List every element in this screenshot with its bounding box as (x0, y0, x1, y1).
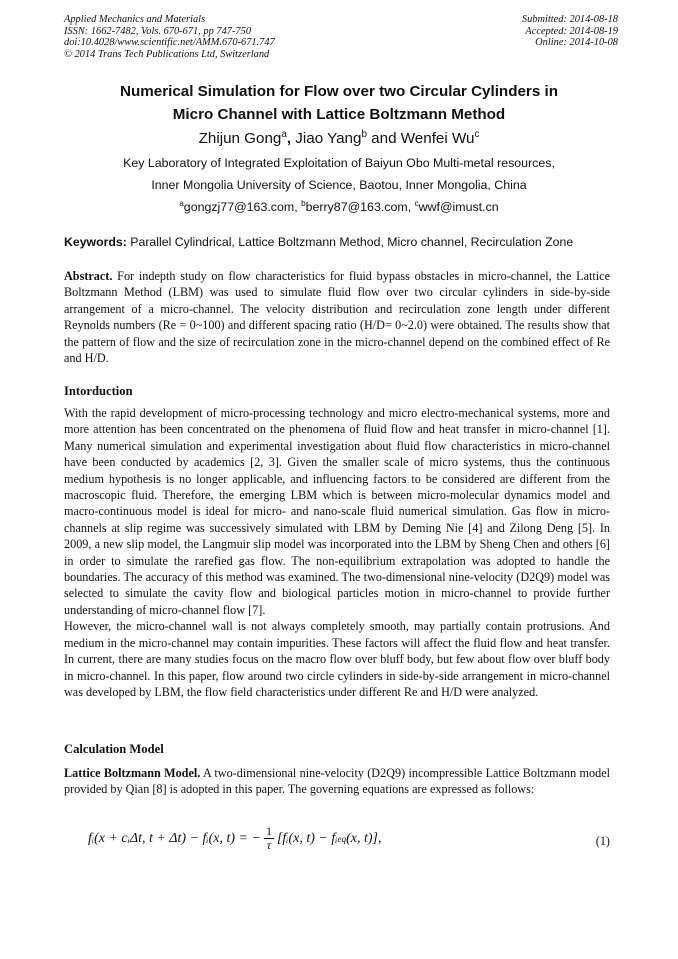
author-sep-2: and (366, 130, 401, 147)
fraction-denominator: τ (266, 838, 272, 852)
abstract (64, 268, 610, 366)
journal-info (64, 14, 275, 60)
email-c: wwf@imust.cn (418, 200, 499, 214)
calculation-heading: Calculation Model (64, 742, 164, 756)
keywords-label: Keywords: (64, 235, 127, 249)
equation-lhs: fᵢ(x + cᵢΔt, t + Δt) − fᵢ(x, t) = − (88, 830, 261, 846)
author-sep-1: , (286, 130, 296, 147)
keywords (64, 234, 620, 250)
lbm-paragraph (64, 765, 610, 798)
introduction-heading: Intorduction (64, 384, 133, 398)
author-1-sup: a (281, 128, 287, 140)
equation-rhs: [fᵢ(x, t) − fᵢ (276, 830, 338, 846)
copyright-line: © 2014 Trans Tech Publications Ltd, Switzerland (64, 48, 270, 60)
fraction-numerator: 1 (265, 824, 272, 838)
lbm-label: Lattice Boltzmann Model. (64, 766, 201, 780)
email-line (40, 196, 638, 218)
online-date: Online: 2014-10-08 (535, 37, 618, 49)
introduction-paragraph-2: However, the micro-channel wall is not always completely smooth, may partially contain protrusions. And medium in the micro-channel may contain impurities. These factors will affect the fluid flow and heat transfer. In current, there are many studies focus on the macro flow over bluff body, but few about flow over bluff body in micro-channel. In this paper, flow around two circle cylinders in side-by-side arrangement in micro-channel was developed by LBM, the flow field characteristics under different Re and H/D were analyzed. (64, 619, 610, 699)
author-2: Jiao Yang (295, 130, 362, 147)
email-c-sup: c (414, 198, 419, 208)
email-a: gongzj77@163.com, (183, 200, 302, 214)
affiliation-line-1: Key Laboratory of Integrated Exploitation of Baiyun Obo Multi-metal resources, (123, 156, 555, 170)
email-b-sup: b (301, 198, 306, 208)
accepted-date: Accepted: 2014-08-19 (525, 25, 618, 37)
lbm-text: A two-dimensional nine-velocity (D2Q9) incompressible Lattice Boltzmann model provided by Qian [8] is adopted in this paper. The governing equations are expressed as follows: (64, 766, 610, 797)
title-line-1: Numerical Simulation for Flow over two Circular Cylinders in (120, 83, 558, 100)
doi-line: doi:10.4028/www.scientific.net/AMM.670-671.747 (64, 37, 275, 49)
affiliation (40, 152, 638, 218)
submitted-date: Submitted: 2014-08-18 (521, 14, 618, 25)
journal-name: Applied Mechanics and Materials (64, 14, 206, 25)
paper-title (40, 80, 638, 126)
affiliation-line-2: Inner Mongolia University of Science, Baotou, Inner Mongolia, China (151, 178, 527, 192)
author-3: Wenfei Wu (400, 130, 475, 147)
abstract-label: Abstract. (64, 269, 113, 283)
equation-fraction (264, 825, 274, 852)
equation-number: (1) (595, 834, 610, 848)
email-b: berry87@163.com, (305, 200, 415, 214)
author-2-sup: b (361, 128, 367, 140)
equation-rhs-end: (x, t)], (346, 830, 382, 846)
author-3-sup: c (474, 128, 480, 140)
introduction-paragraph-1: With the rapid development of micro-processing technology and micro electro-mechanical systems, more and more attention has been concentrated on the phenomena of fluid flow and heat transfer in micro-channel [1]. Many numerical simulation and experimental investigation about fluid flow characteristics in micro-channel have been conducted by academics [2, 3]. Given the smaller scale of micro systems, thus the continuous medium hypothesis is no longer applicable, and influencing factors to be considered are different from the macroscopic fluid. Therefore, the emerging LBM which is between micro-molecular dynamics model and macro-continuous model is ideal for micro- and nano-scale fluid numerical simulation. Gas flow in micro-channels at slip regime was successively simulated with LBM by Deming Nie [4] and Zilong Deng [5]. In 2009, a new slip model, the Langmuir slip model was incorporated into the LBM by Sheng Chen and others [6] in order to simulate the rarefied gas flow. The non-equilibrium extrapolation was adopted to handle the boundaries. The accuracy of this method was examined. The two-dimensional nine-velocity (D2Q9) model was selected to simulate the cavity flow and biological particles motion in micro-channel to provide further understanding of micro-channel flow [7]. (64, 406, 610, 617)
keywords-text: Parallel Cylindrical, Lattice Boltzmann Method, Micro channel, Recirculation Zone (126, 235, 574, 249)
abstract-text: For indepth study on flow characteristics for fluid bypass obstacles in micro-channel, the Lattice Boltzmann Method (LBM) was used to simulate fluid flow over two circular cylinders in side-by-side arrangement of a micro-channel. The velocity distribution and recirculation zone length under different Reynolds numbers (Re = 0~100) and different spacing ratio (H/D= 0~2.0) were obtained. The results show that the pattern of flow and the size of recirculation zone in the micro-channel depend on the combined effect of Re and H/D. (64, 269, 610, 366)
email-a-sup: a (179, 198, 184, 208)
introduction-body (64, 405, 610, 700)
issn-line: ISSN: 1662-7482, Vols. 670-671, pp 747-750 (64, 25, 252, 37)
author-list (40, 129, 638, 149)
author-1: Zhijun Gong (198, 130, 282, 147)
governing-equation: fᵢ(x + cᵢΔt, t + Δt) − fᵢ(x, t) = − $\frac{1}{\tau}$ [fᵢ(x, t) − fᵢ eq (x, t)], (88, 824, 382, 852)
title-line-2: Micro Channel with Lattice Boltzmann Method (172, 106, 506, 123)
dates-info (522, 14, 618, 49)
